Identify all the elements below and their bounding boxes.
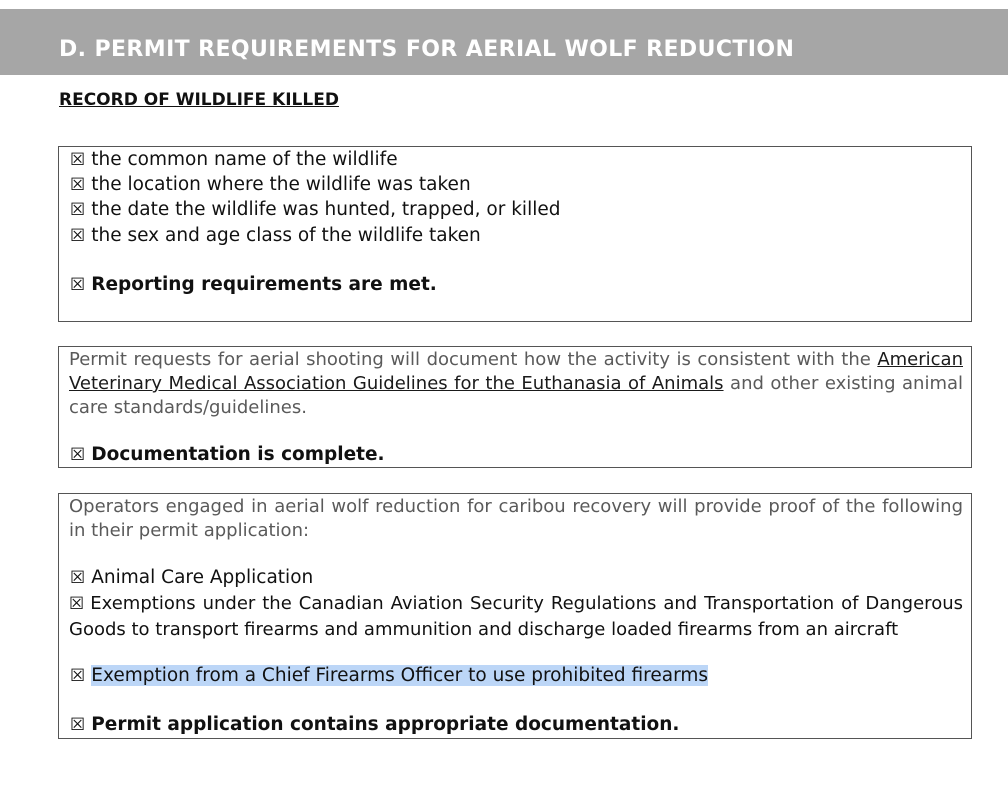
checklist-item-exemptions: ☒ Exemptions under the Canadian Aviation Security Regulations and Transportation of Dangerous Goods to transport firearms and ammunition and discharge loaded firearms from an aircraft [69, 593, 963, 640]
section-header-bar [0, 9, 1008, 75]
checked-box-icon[interactable]: ☒ [70, 715, 86, 735]
checked-box-icon[interactable]: ☒ [70, 226, 86, 246]
section-title: D. PERMIT REQUIREMENTS FOR AERIAL WOLF REDUCTION [59, 37, 795, 62]
checked-box-icon[interactable]: ☒ [70, 666, 86, 686]
checked-box-icon[interactable]: ☒ [70, 200, 86, 220]
highlighted-text[interactable]: Exemption from a Chief Firearms Officer to use prohibited firearms [91, 665, 709, 686]
checklist-item: ☒ the sex and age class of the wildlife taken [70, 225, 481, 246]
checked-box-icon[interactable]: ☒ [70, 568, 86, 588]
avma-guidelines-link[interactable]: American Veterinary Medical Association Guidelines for the Euthanasia of Animals [69, 349, 963, 394]
checked-box-icon[interactable]: ☒ [70, 150, 86, 170]
checked-box-icon[interactable]: ☒ [70, 175, 86, 195]
guidelines-paragraph: Permit requests for aerial shooting will document how the activity is consistent with the American Veterinary Medical Association Guidelines for the Euthanasia of Animals and other existing animal care standards/guidelines. [69, 349, 964, 418]
checklist-item: ☒ the common name of the wildlife [70, 149, 398, 170]
subsection-heading: RECORD OF WILDLIFE KILLED [59, 90, 339, 110]
checked-box-icon[interactable]: ☒ [69, 594, 85, 614]
permit-confirmation: ☒ Permit application contains appropriate documentation. [70, 714, 680, 735]
operator-intro-paragraph: Operators engaged in aerial wolf reduction for caribou recovery will provide proof of the following in their permit application: [69, 496, 963, 541]
documentation-confirmation: ☒ Documentation is complete. [70, 444, 385, 465]
record-checklist-box [58, 146, 972, 322]
checked-box-icon[interactable]: ☒ [70, 275, 86, 295]
checklist-item: ☒ the date the wildlife was hunted, trapped, or killed [70, 199, 561, 220]
euthanasia-guidelines-box [58, 346, 972, 468]
checked-box-icon[interactable]: ☒ [70, 445, 86, 465]
reporting-confirmation: ☒ Reporting requirements are met. [70, 274, 437, 295]
checklist-item-highlighted [70, 664, 708, 688]
operator-proof-box [58, 493, 972, 739]
checklist-item: ☒ the location where the wildlife was taken [70, 174, 471, 195]
checklist-item: ☒ Animal Care Application [70, 567, 314, 588]
